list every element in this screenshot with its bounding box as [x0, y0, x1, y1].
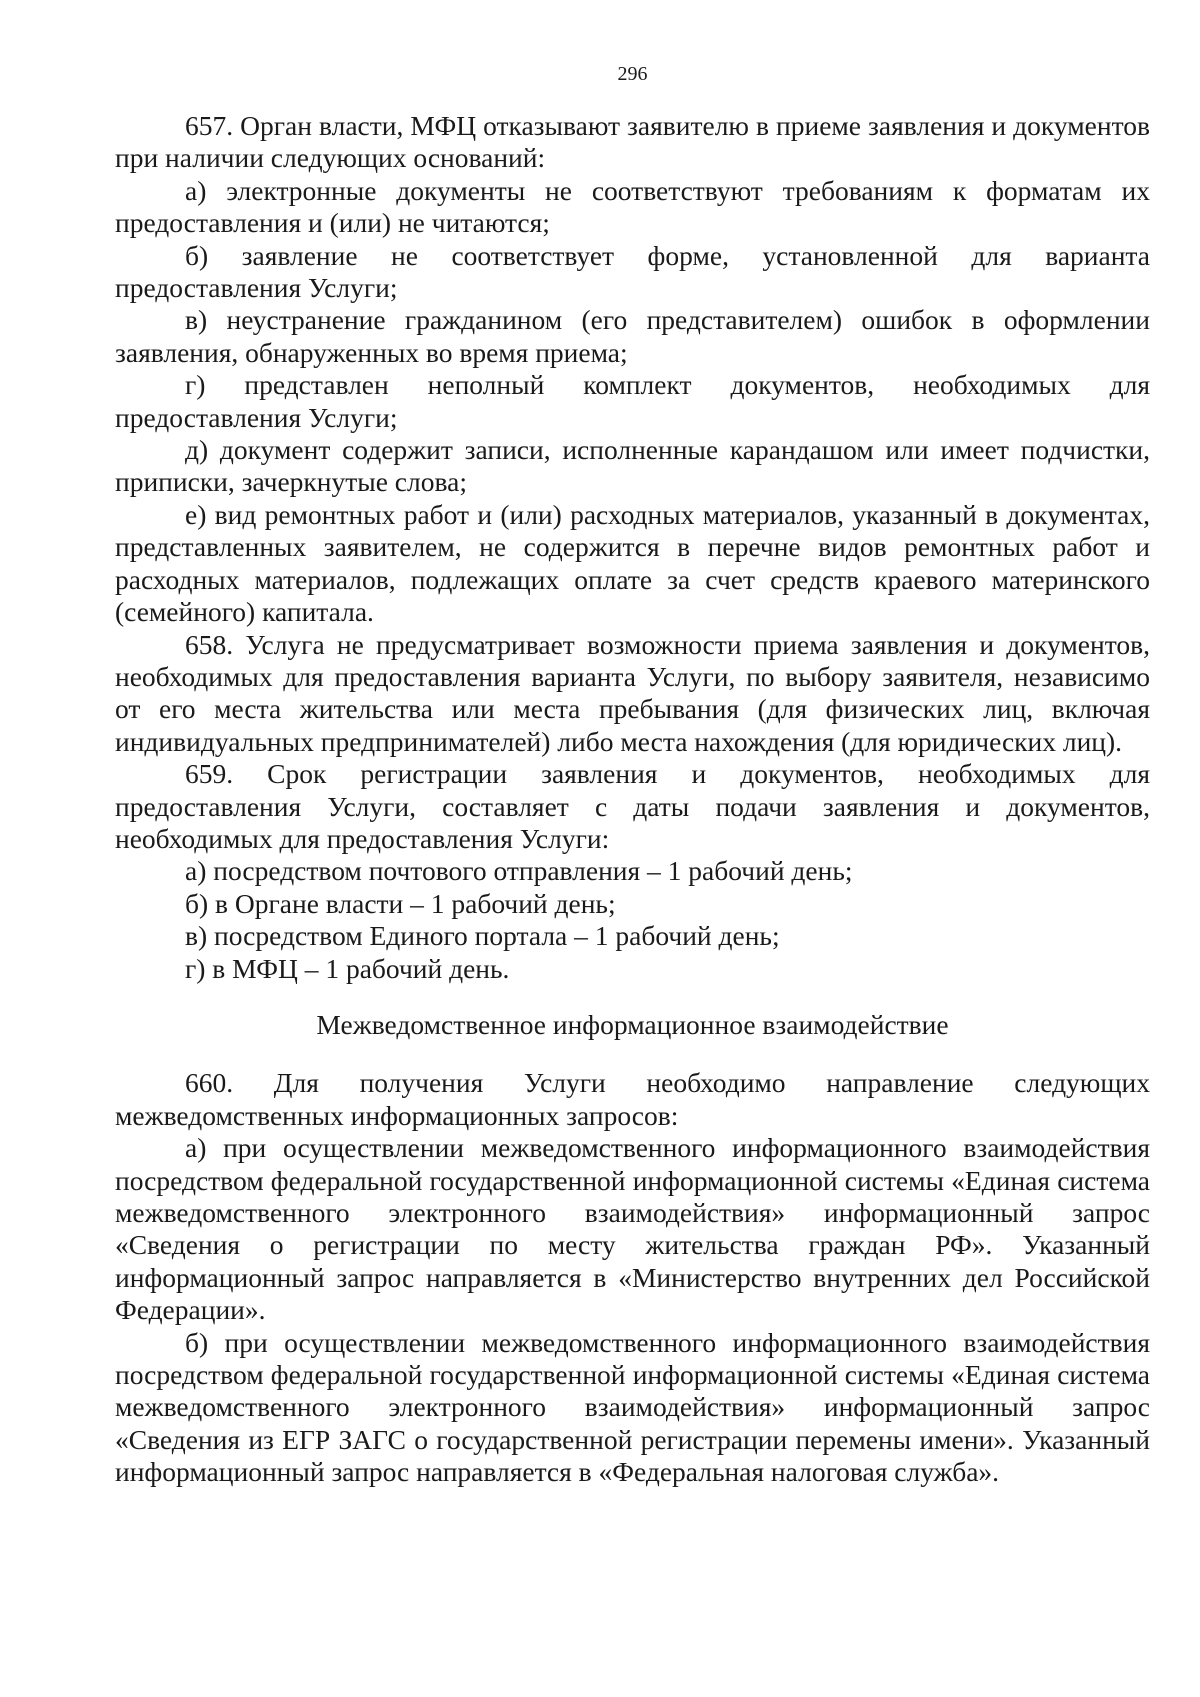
list-item-659-v: в) посредством Единого портала – 1 рабочий день;	[185, 920, 780, 952]
list-item-657-v: в) неустранение гражданином (его представителем) ошибок в оформлении заявления, обнаруженных во время приема;	[115, 304, 1150, 368]
paragraph-660: 660. Для получения Услуги необходимо направление следующих межведомственных информационных запросов:	[115, 1067, 1150, 1131]
list-item-657-d: д) документ содержит записи, исполненные карандашом или имеет подчистки, приписки, зачеркнутые слова;	[115, 434, 1150, 498]
list-item-660-a: а) при осуществлении межведомственного информационного взаимодействия посредством федеральной государственной информационной системы «Единая система межведомственного электронного взаимодействия» информационный запрос «Сведения о регистрации по месту жительства граждан РФ». Указанный информационный запрос направляется в «Министерство внутренних дел Российской Федерации».	[115, 1132, 1150, 1326]
list-item-657-e: е) вид ремонтных работ и (или) расходных материалов, указанный в документах, представленных заявителем, не содержится в перечне видов ремонтных работ и расходных материалов, подлежащих оплате за счет средств краевого материнского (семейного) капитала.	[115, 498, 1150, 628]
paragraph-658: 658. Услуга не предусматривает возможности приема заявления и документов, необходимых для предоставления варианта Услуги, по выбору заявителя, независимо от его места жительства или места пребывания (для физических лиц, включая индивидуальных предпринимателей) либо места нахождения (для юридических лиц).	[115, 628, 1150, 757]
page-number: 296	[617, 63, 648, 85]
list-item-659-b: б) в Органе власти – 1 рабочий день;	[185, 887, 616, 919]
list-item-660-b: б) при осуществлении межведомственного информационного взаимодействия посредством федеральной государственной информационной системы «Единая система межведомственного электронного взаимодействия» информационный запрос «Сведения из ЕГР ЗАГС о государственной регистрации перемены имени». Указанный информационный запрос направляется в «Федеральная налоговая служба».	[115, 1326, 1150, 1488]
paragraph-657: 657. Орган власти, МФЦ отказывают заявителю в приеме заявления и документов при наличии следующих оснований:	[115, 110, 1150, 174]
list-item-659-g: г) в МФЦ – 1 рабочий день.	[185, 952, 510, 984]
list-item-659-a: а) посредством почтового отправления – 1 рабочий день;	[185, 855, 853, 887]
document-page	[115, 60, 1150, 1489]
list-item-657-b: б) заявление не соответствует форме, установленной для варианта предоставления Услуги;	[115, 239, 1150, 304]
list-item-657-g: г) представлен неполный комплект документов, необходимых для предоставления Услуги;	[115, 369, 1150, 433]
paragraph-659: 659. Срок регистрации заявления и документов, необходимых для предоставления Услуги, составляет с даты подачи заявления и документов, необходимых для предоставления Услуги:	[115, 758, 1150, 854]
list-item-657-a: а) электронные документы не соответствуют требованиям к форматам их предоставления и (или) не читаются;	[115, 174, 1150, 239]
section-heading: Межведомственное информационное взаимодействие	[316, 1008, 949, 1040]
